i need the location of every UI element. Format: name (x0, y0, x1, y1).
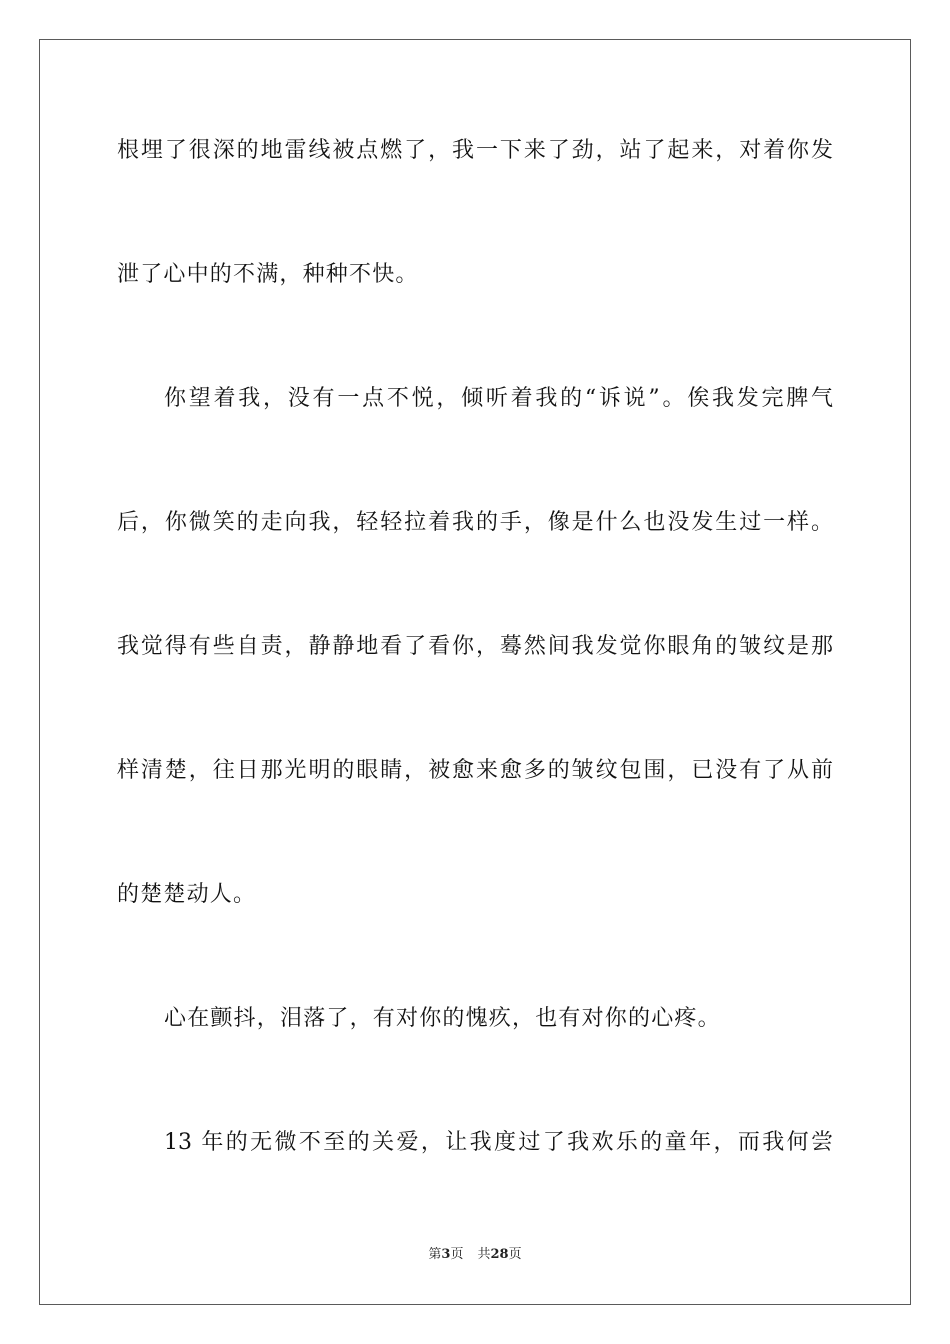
body-text-line-1: 根埋了很深的地雷线被点燃了，我一下来了劲，站了起来，对着你发 (117, 138, 833, 163)
body-text-line-8: 心在颤抖，泪落了，有对你的愧疚，也有对你的心疼。 (164, 1006, 721, 1031)
body-text-line-7: 的楚楚动人。 (117, 882, 257, 907)
page-prefix: 第 (428, 1247, 442, 1262)
page-border (39, 39, 911, 1305)
body-text-line-6: 样清楚，往日那光明的眼睛，被愈来愈多的皱纹包围，已没有了从前 (117, 758, 833, 783)
page-number: 3 (441, 1247, 451, 1262)
body-text-line-4: 后，你微笑的走向我，轻轻拉着我的手，像是什么也没发生过一样。 (117, 510, 833, 535)
total-pages: 28 (490, 1247, 509, 1262)
body-text-line-3: 你望着我，没有一点不悦，倾听着我的“诉说”。俟我发完脾气 (164, 386, 833, 411)
body-text-line-9: 13 年的无微不至的关爱，让我度过了我欢乐的童年，而我何尝 (164, 1130, 833, 1155)
page-suffix: 页 (450, 1247, 464, 1262)
total-suffix: 页 (508, 1247, 522, 1262)
body-text-line-2: 泄了心中的不满，种种不快。 (117, 262, 419, 287)
total-prefix: 共 (477, 1247, 491, 1262)
body-text-line-5: 我觉得有些自责，静静地看了看你，蓦然间我发觉你眼角的皱纹是那 (117, 634, 833, 659)
page-footer (0, 1246, 950, 1264)
